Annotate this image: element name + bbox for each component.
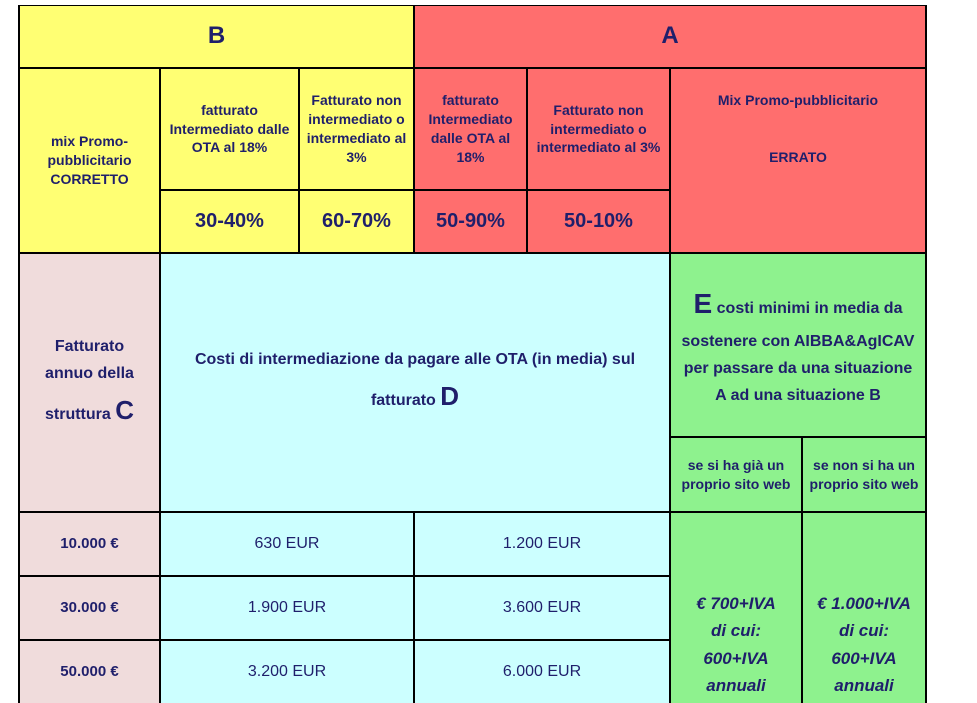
mix-wrong-value: ERRATO — [769, 148, 827, 165]
a-intermediated-pct-value: 50-90% — [436, 210, 505, 232]
without-site-price: € 1.000+IVA — [817, 594, 911, 614]
row-cost-b-2 — [161, 577, 413, 639]
b-non-intermediated-header — [300, 69, 413, 189]
row-cost-a-3 — [415, 641, 669, 703]
b-non-intermediated-label: Fatturato non intermediato o intermediato al 3% — [306, 92, 407, 165]
a-non-intermediated-label: Fatturato non intermediato o intermediato al 3% — [536, 101, 661, 156]
mix-wrong-title: Mix Promo-pubblicitario — [717, 92, 879, 108]
revenue-header — [20, 254, 159, 511]
row-revenue-1 — [20, 513, 159, 575]
row-revenue-1-value: 10.000 € — [60, 534, 119, 552]
a-non-intermediated-pct-value: 50-10% — [564, 210, 633, 232]
header-a-label: A — [661, 22, 679, 50]
row-revenue-3 — [20, 641, 159, 703]
header-b — [20, 6, 413, 67]
row-cost-b-3 — [161, 641, 413, 703]
row-cost-b-1 — [161, 513, 413, 575]
e-cost-header — [671, 254, 925, 436]
b-non-intermediated-pct — [300, 191, 413, 252]
e-letter: E — [693, 288, 713, 320]
revenue-label: Fatturato annuo della struttura — [44, 338, 134, 423]
b-intermediated-label: fatturato Intermediato dalle OTA al 18% — [169, 101, 290, 156]
b-intermediated-header — [161, 69, 298, 189]
costs-letter: D — [440, 380, 460, 411]
without-site-header — [803, 438, 925, 511]
row-revenue-2 — [20, 577, 159, 639]
a-intermediated-pct — [415, 191, 526, 252]
header-b-label: B — [207, 22, 226, 50]
with-site-price-cell — [671, 513, 801, 703]
b-intermediated-pct — [161, 191, 298, 252]
mix-correct-cell — [20, 69, 159, 252]
row-revenue-3-value: 50.000 € — [60, 662, 119, 680]
row-cost-a-2 — [415, 577, 669, 639]
b-non-intermediated-pct-value: 60-70% — [322, 210, 391, 232]
row-cost-a-1 — [415, 513, 669, 575]
row-cost-b-3-value: 3.200 EUR — [247, 663, 327, 681]
without-site-detail: di cui: 600+IVA annuali — [831, 621, 897, 695]
row-cost-b-2-value: 1.900 EUR — [247, 599, 327, 617]
b-intermediated-pct-value: 30-40% — [195, 210, 264, 232]
with-site-price: € 700+IVA — [696, 594, 776, 614]
a-intermediated-label: fatturato Intermediato dalle OTA al 18% — [428, 92, 513, 165]
e-text: costi minimi in media da sostenere con AIBBA&AgICAV per passare da una situazione A ad una situazione B — [681, 300, 915, 405]
without-site-label: se non si ha un proprio sito web — [809, 456, 919, 492]
header-a — [415, 6, 925, 67]
comparison-table — [18, 5, 927, 703]
mix-correct-label: mix Promo-pubblicitario CORRETTO — [47, 133, 132, 187]
row-cost-a-3-value: 6.000 EUR — [502, 663, 582, 681]
with-site-label: se si ha già un proprio sito web — [681, 456, 791, 492]
a-non-intermediated-header — [528, 69, 669, 189]
a-intermediated-header — [415, 69, 526, 189]
row-revenue-2-value: 30.000 € — [60, 598, 119, 616]
revenue-letter: C — [115, 394, 134, 425]
row-cost-a-2-value: 3.600 EUR — [502, 599, 582, 617]
costs-header — [161, 254, 669, 511]
row-cost-a-1-value: 1.200 EUR — [502, 535, 582, 553]
row-cost-b-1-value: 630 EUR — [254, 535, 320, 553]
with-site-header — [671, 438, 801, 511]
without-site-price-cell — [803, 513, 925, 703]
costs-label: Costi di intermediazione da pagare alle OTA (in media) sul fatturato — [194, 350, 636, 409]
a-non-intermediated-pct — [528, 191, 669, 252]
mix-wrong-cell — [671, 69, 925, 252]
with-site-detail: di cui: 600+IVA annuali — [703, 621, 769, 695]
